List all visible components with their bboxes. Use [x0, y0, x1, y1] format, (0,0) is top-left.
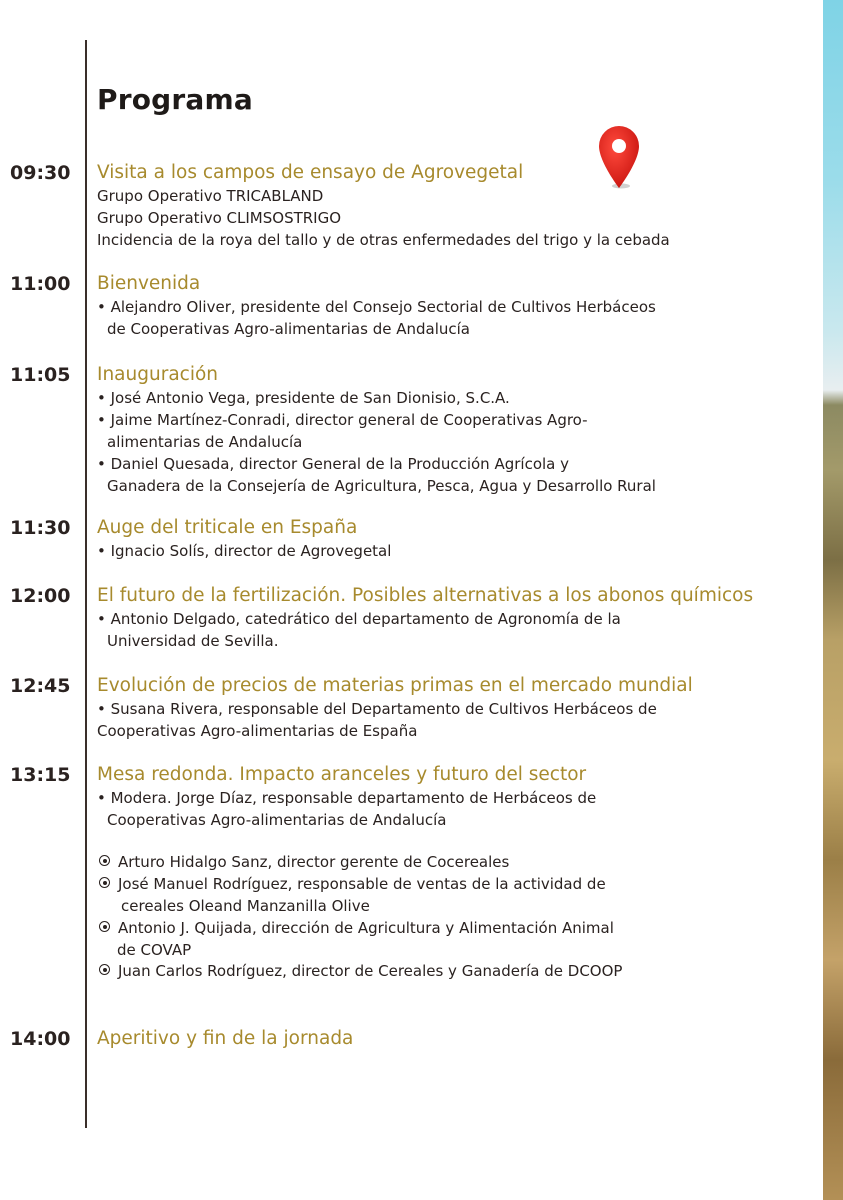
session-line: de Cooperativas Agro-alimentarias de Andalucía [107, 320, 470, 338]
session-line: • Daniel Quesada, director General de la Producción Agrícola y [97, 455, 570, 473]
panelist-line: Antonio J. Quijada, dirección de Agricultura y Alimentación Animal [118, 919, 614, 937]
session-line: • Antonio Delgado, catedrático del departamento de Agronomía de la [97, 610, 621, 628]
session-line: Universidad de Sevilla. [107, 632, 279, 650]
session-content [97, 763, 822, 831]
session-line: alimentarias de Andalucía [107, 433, 303, 451]
session-time: 14:00 [10, 1028, 71, 1050]
session-content [97, 161, 822, 251]
session-heading: Mesa redonda. Impacto aranceles y futuro del sector [97, 764, 587, 785]
panelist-item [99, 917, 819, 961]
session-line: Grupo Operativo CLIMSOSTRIGO [97, 209, 342, 227]
session-time: 12:45 [10, 675, 71, 697]
session-content [97, 674, 822, 742]
panelist-line: Juan Carlos Rodríguez, director de Cereales y Ganadería de DCOOP [118, 962, 623, 980]
session-line: • Modera. Jorge Díaz, responsable departamento de Herbáceos de [97, 789, 597, 807]
session-line: Ganadera de la Consejería de Agricultura, Pesca, Agua y Desarrollo Rural [107, 477, 656, 495]
session-line: Incidencia de la roya del tallo y de otras enfermedades del trigo y la cebada [97, 231, 670, 249]
radio-bullet-icon [99, 877, 110, 888]
session-time: 09:30 [10, 162, 71, 184]
session-line: • Susana Rivera, responsable del Departamento de Cultivos Herbáceos de [97, 700, 657, 718]
radio-bullet-icon [99, 855, 110, 866]
session-heading: Visita a los campos de ensayo de Agrovegetal [97, 162, 524, 183]
session-time: 11:00 [10, 273, 71, 295]
session-line: • José Antonio Vega, presidente de San Dionisio, S.C.A. [97, 389, 510, 407]
session-heading: Bienvenida [97, 273, 201, 294]
timeline-line [85, 40, 87, 1128]
panelist-item [99, 960, 819, 982]
session-line: • Alejandro Oliver, presidente del Consejo Sectorial de Cultivos Herbáceos [97, 298, 656, 316]
session-line: • Ignacio Solís, director de Agrovegetal [97, 542, 392, 560]
session-heading: Aperitivo y fin de la jornada [97, 1028, 354, 1049]
session-content [97, 516, 822, 562]
session-line: • Jaime Martínez-Conradi, director general de Cooperativas Agro- [97, 411, 588, 429]
session-time: 13:15 [10, 764, 71, 786]
radio-bullet-icon [99, 921, 110, 932]
panelist-line: Arturo Hidalgo Sanz, director gerente de Cocereales [118, 853, 510, 871]
session-heading: Evolución de precios de materias primas en el mercado mundial [97, 675, 693, 696]
session-heading: El futuro de la fertilización. Posibles alternativas a los abonos químicos [97, 585, 754, 606]
panelist-line: cereales Oleand Manzanilla Olive [121, 897, 370, 915]
session-content [97, 363, 822, 497]
page-title: Programa [97, 83, 253, 116]
panelist-item [99, 851, 819, 873]
session-time: 11:05 [10, 364, 71, 386]
session-line: Grupo Operativo TRICABLAND [97, 187, 324, 205]
session-heading: Inauguración [97, 364, 219, 385]
radio-bullet-icon [99, 964, 110, 975]
panelist-line: José Manuel Rodríguez, responsable de ventas de la actividad de [118, 875, 606, 893]
panelist-line: de COVAP [117, 941, 192, 959]
wheat-field-photo-strip [823, 0, 843, 1200]
panelist-item [99, 873, 819, 917]
session-heading: Auge del triticale en España [97, 517, 358, 538]
session-content [97, 272, 822, 340]
session-line: Cooperativas Agro-alimentarias de España [97, 722, 418, 740]
session-content [97, 584, 822, 652]
session-time: 12:00 [10, 585, 71, 607]
session-line: Cooperativas Agro-alimentarias de Andalucía [107, 811, 447, 829]
session-time: 11:30 [10, 517, 71, 539]
session-content [97, 1027, 822, 1051]
